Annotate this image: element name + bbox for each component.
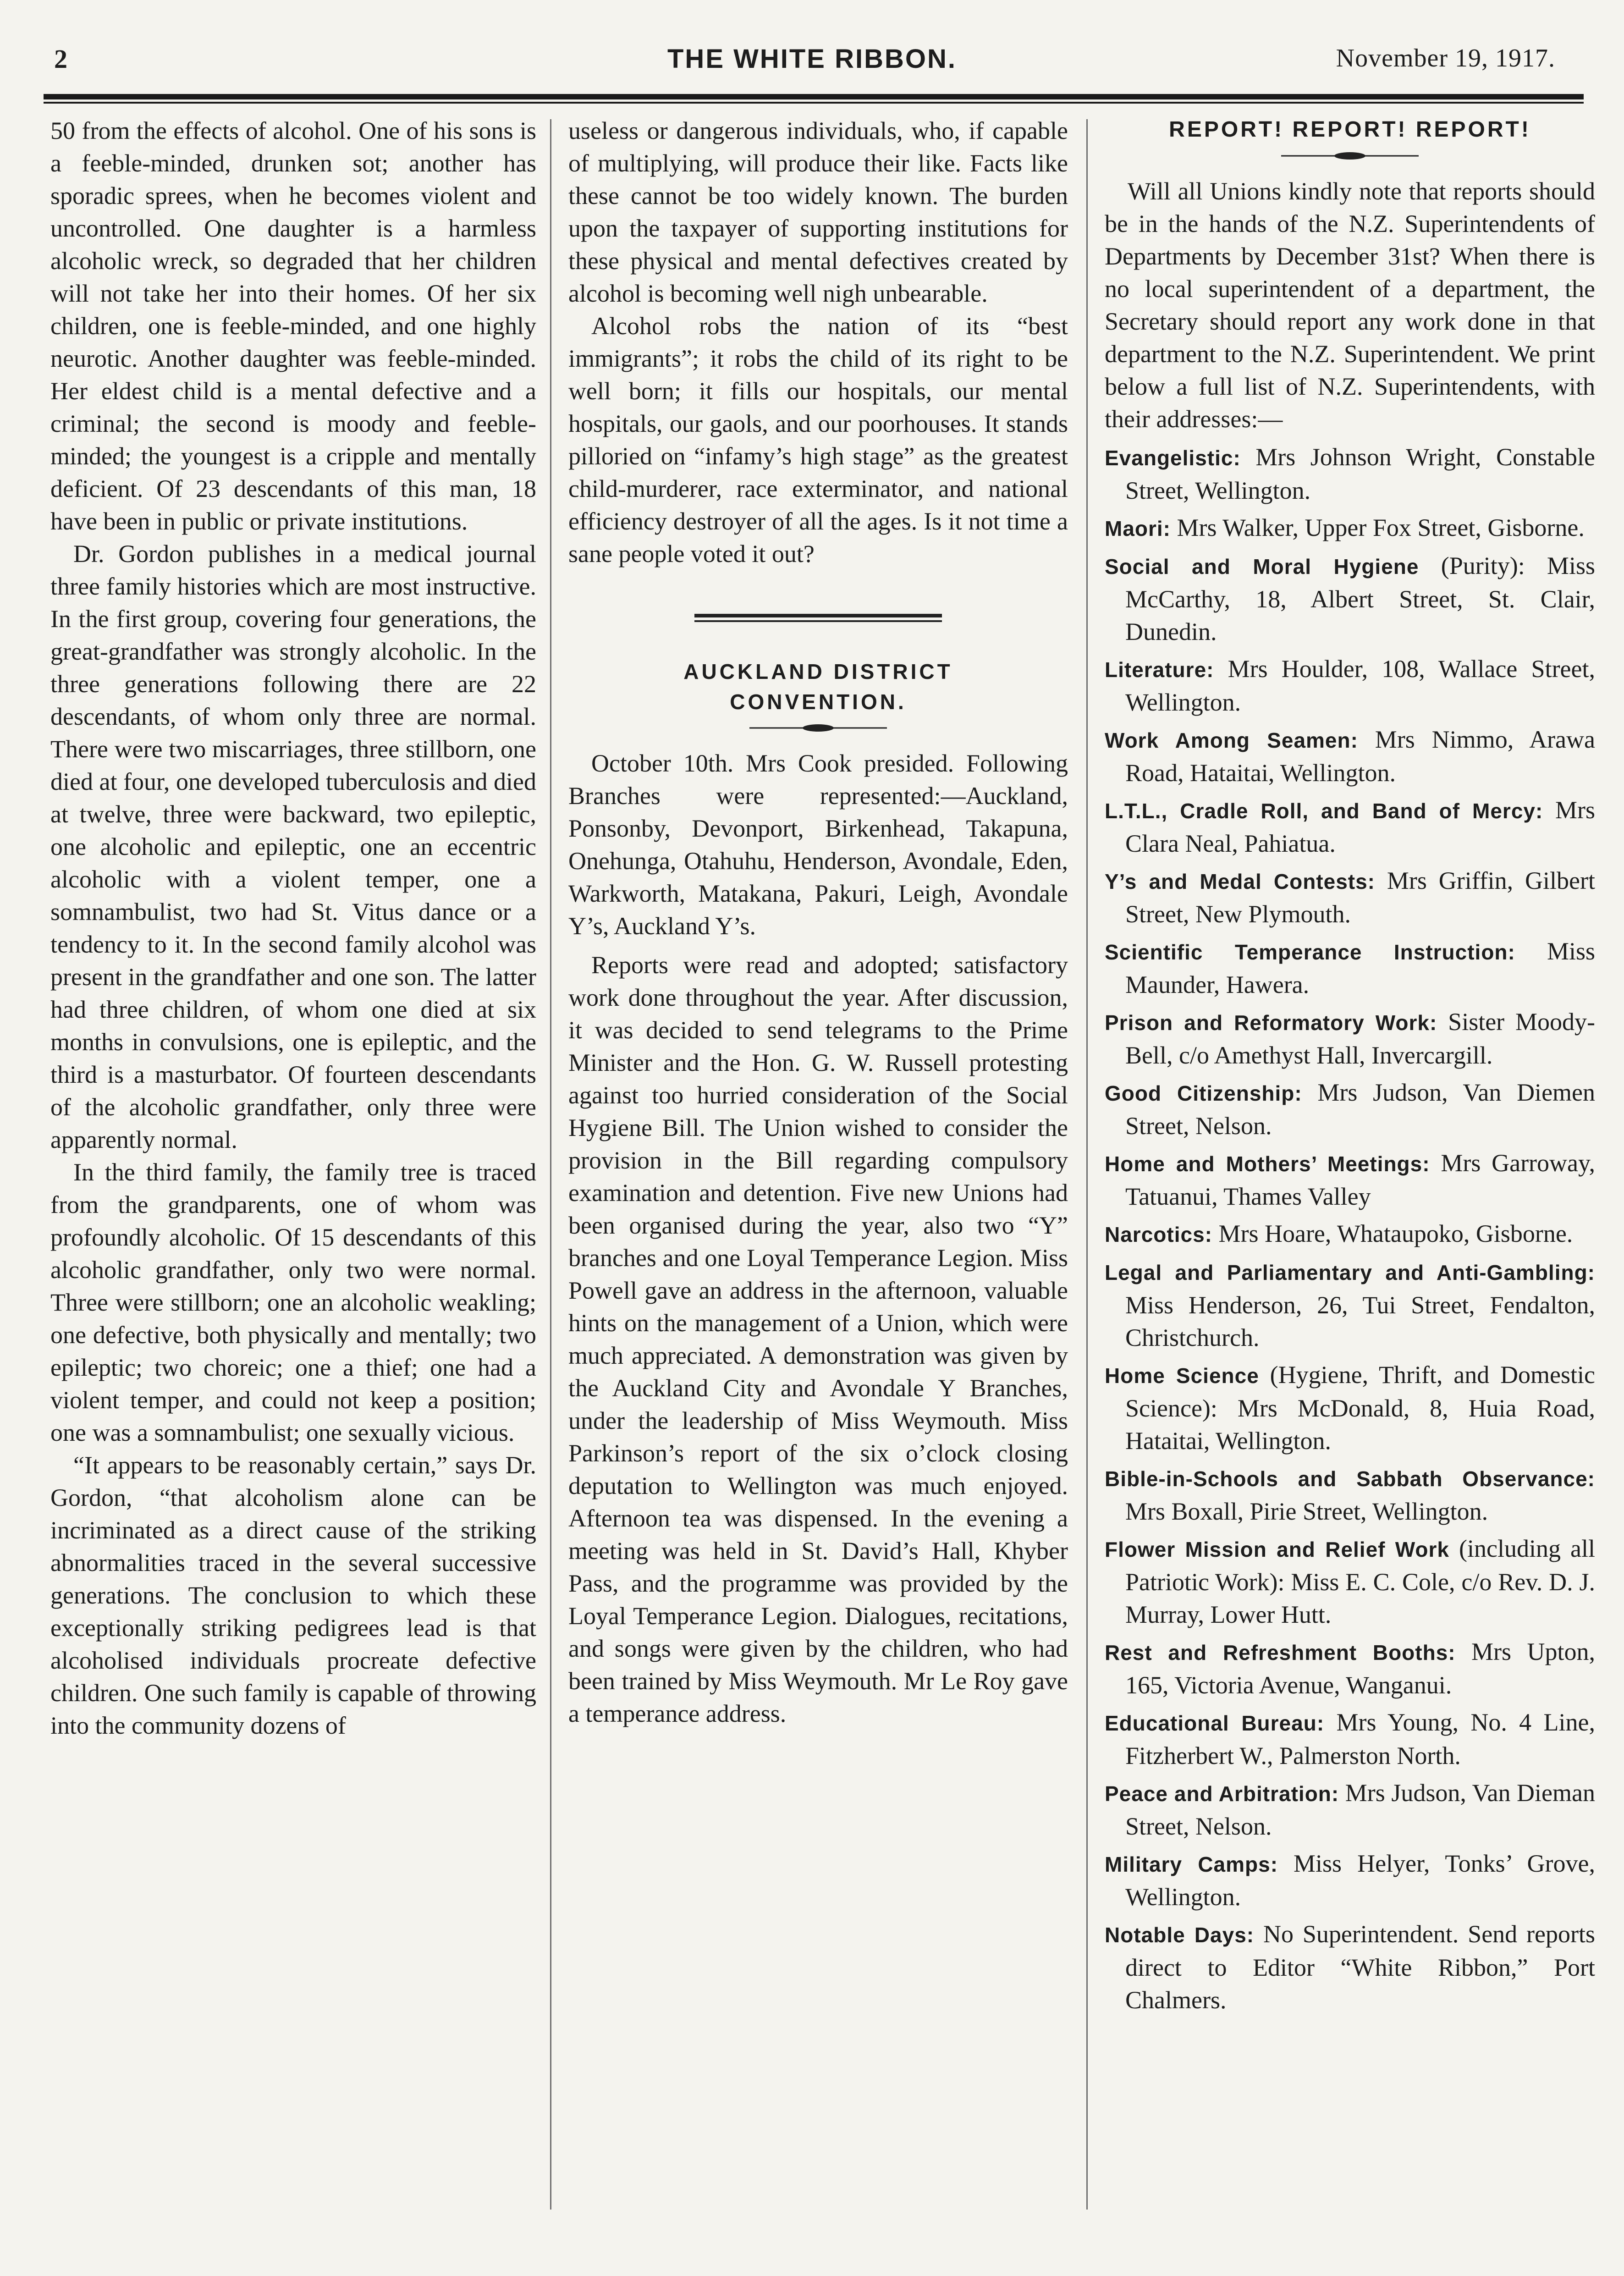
column-1 (50, 115, 536, 1742)
superintendent-entry (1105, 1006, 1595, 1072)
superintendent-entry (1105, 1218, 1595, 1251)
department-label: Educational Bureau: (1105, 1711, 1325, 1735)
superintendent-entry (1105, 1847, 1595, 1913)
superintendent-details: Mrs Young, No. 4 Line, Fitzherbert W., Palmerston North. (1125, 1708, 1595, 1769)
department-label: Military Camps: (1105, 1852, 1278, 1876)
paragraph: Alcohol robs the nation of its “best immigrants”; it robs the child of its right to be well born; it fills our hospitals, our mental hospitals, our gaols, and our poorhouses. It stands pilloried on “infamy’s high stage” as the greatest child-murderer, race exterminator, and national efficiency destroyer of all the ages. Is it not time a sane people voted it out? (568, 312, 1068, 568)
superintendent-details: Mrs Boxall, Pirie Street, Wellington. (1125, 1498, 1488, 1525)
ornament-rule-icon (1281, 150, 1419, 161)
superintendent-entry (1105, 1359, 1595, 1457)
superintendent-details: Mrs Upton, 165, Victoria Avenue, Wanganui. (1125, 1638, 1595, 1699)
superintendent-details: Mrs Nimmo, Arawa Road, Hataitai, Wellington. (1125, 726, 1595, 787)
paragraph: In the third family, the family tree is traced from the grandparents, one of whom was profoundly alcoholic. Of 15 descendants of this alcoholic grandfather, only two were normal. Three were stillborn; one an alcoholic weakling; one defective, both physically and mentally; two epileptic; two choreic; one a thief; one had a violent temper, and could not keep a position; one was a somnambulist; one sexually vicious. (50, 1158, 536, 1446)
department-label: Maori: (1105, 517, 1171, 540)
department-label: Social and Moral Hygiene (1105, 555, 1419, 579)
superintendent-list (1105, 441, 1595, 2017)
paragraph: “It appears to be reasonably certain,” says Dr. Gordon, “that alcoholism alone can be incriminated as a direct cause of the striking abnormalities traced in the several successive generations. The conclusion to which these exceptionally striking pedigrees lead is that alcoholised individuals procreate defective children. One such family is capable of throwing into the community dozens of (50, 1451, 536, 1739)
department-label: Peace and Arbitration: (1105, 1782, 1339, 1806)
superintendent-entry (1105, 1636, 1595, 1702)
department-label: Evangelistic: (1105, 446, 1241, 470)
header-rule-thick (44, 94, 1584, 99)
section-title: REPORT! REPORT! REPORT! (1169, 117, 1531, 142)
superintendent-entry (1105, 550, 1595, 648)
department-label: Work Among Seamen: (1105, 728, 1358, 752)
section-divider (694, 614, 942, 622)
superintendent-entry (1105, 1076, 1595, 1142)
superintendent-entry (1105, 794, 1595, 860)
superintendent-details: Mrs Houlder, 108, Wallace Street, Wellington. (1125, 655, 1595, 716)
superintendent-entry (1105, 441, 1595, 507)
paragraph: Reports were read and adopted; satisfactory work done throughout the year. After discussion, it was decided to send telegrams to the Prime Minister and the Hon. G. W. Russell protesting against too hurried consideration of the Social Hygiene Bill. The Union wished to consider the provision in the Bill regarding compulsory examination and detention. Five new Unions had been organised during the year, also two “Y” branches and one Loyal Temperance Legion. Miss Powell gave an address in the afternoon, valuable hints on the management of a Union, which were much appreciated. A demonstration was given by the Auckland City and Avondale Y Branches, under the leadership of Miss Weymouth. Miss Parkinson’s report of the six o’clock closing deputation to Wellington was much enjoyed. Afternoon tea was dispensed. In the evening a meeting was held in St. David’s Hall, Khyber Pass, and the programme was provided by the Loyal Temperance Legion. Dialogues, recitations, and songs were given by the children, who had been trained by Miss Weymouth. Mr Le Roy gave a temperance address. (568, 951, 1068, 1727)
department-label: Literature: (1105, 658, 1214, 682)
superintendent-details: Miss Maunder, Hawera. (1125, 937, 1595, 998)
superintendent-entry (1105, 512, 1595, 545)
superintendent-entry (1105, 935, 1595, 1001)
superintendent-details: (Purity): Miss McCarthy, 18, Albert Street, St. Clair, Dunedin. (1125, 552, 1595, 645)
superintendent-details: Mrs Garroway, Tatuanui, Thames Valley (1125, 1149, 1595, 1210)
ornament-rule-icon (749, 722, 887, 733)
intro-paragraph: Will all Unions kindly note that reports should be in the hands of the N.Z. Superintendents of Departments by December 31st? When there is no local superintendent of a department, the Secretary should report any work done in that department to the N.Z. Superintendent. We print below a full list of N.Z. Superintendents, with their addresses:— (1105, 177, 1595, 433)
department-label: Good Citizenship: (1105, 1081, 1302, 1105)
superintendent-details: Miss Helyer, Tonks’ Grove, Wellington. (1125, 1850, 1595, 1911)
column-3 (1105, 115, 1595, 2021)
superintendent-details: Mrs Griffin, Gilbert Street, New Plymouth. (1125, 867, 1595, 928)
column-divider-1 (550, 119, 551, 2210)
department-label: Flower Mission and Relief Work (1105, 1538, 1449, 1561)
page-header (0, 44, 1624, 80)
department-label: Prison and Reformatory Work: (1105, 1011, 1437, 1035)
department-label: Rest and Refreshment Booths: (1105, 1641, 1456, 1664)
superintendent-details: (Hygiene, Thrift, and Domestic Science): Mrs McDonald, 8, Huia Road, Hataitai, Wellington. (1125, 1361, 1596, 1455)
superintendent-details: Mrs Judson, Van Diemen Street, Nelson. (1125, 1079, 1596, 1140)
superintendent-details: Mrs Judson, Van Dieman Street, Nelson. (1125, 1779, 1595, 1840)
superintendent-entry (1105, 653, 1595, 719)
publication-title: THE WHITE RIBBON. (667, 44, 957, 74)
column-divider-2 (1086, 119, 1088, 2210)
superintendent-details: Mrs Hoare, Whataupoko, Gisborne. (1212, 1220, 1573, 1247)
issue-date: November 19, 1917. (1336, 44, 1555, 72)
department-label: Home and Mothers’ Meetings: (1105, 1152, 1430, 1176)
superintendent-details: No Superintendent. Send reports direct to Editor “White Ribbon,” Port Chalmers. (1125, 1920, 1595, 2014)
department-label: Y’s and Medal Contests: (1105, 870, 1375, 893)
department-label: Home Science (1105, 1364, 1259, 1388)
department-label: Notable Days: (1105, 1923, 1255, 1947)
paragraph: 50 from the effects of alcohol. One of his sons is a feeble-minded, drunken sot; another has sporadic sprees, when he becomes violent and uncontrolled. One daughter is a harmless alcoholic wreck, so degraded that her children will not take her into their homes. Of her six children, one is feeble-minded, and one highly neurotic. Another daughter was feeble-minded. Her eldest child is a mental defective and a criminal; the second is moody and feeble-minded; the youngest is a cripple and mentally deficient. Of 23 descendants of this man, 18 have been in public or private institutions. (50, 117, 536, 535)
department-label: Legal and Parliamentary and Anti-Gambling: (1105, 1261, 1595, 1284)
department-label: Scientific Temperance Instruction: (1105, 940, 1515, 964)
superintendent-entry (1105, 1777, 1595, 1843)
page-number: 2 (54, 44, 67, 74)
paragraph: October 10th. Mrs Cook presided. Following Branches were represented:—Auckland, Ponsonby, Devonport, Birkenhead, Takapuna, Onehunga, Otahuhu, Henderson, Avondale, Eden, Warkworth, Matakana, Pakuri, Leigh, Avondale Y’s, Auckland Y’s. (568, 749, 1068, 940)
superintendent-details: Mrs Walker, Upper Fox Street, Gisborne. (1171, 514, 1585, 541)
superintendent-entry (1105, 723, 1595, 789)
superintendent-details: Sister Moody-Bell, c/o Amethyst Hall, Invercargill. (1125, 1008, 1596, 1069)
superintendent-entry (1105, 1918, 1595, 2017)
department-label: Bible-in-Schools and Sabbath Observance: (1105, 1467, 1595, 1491)
superintendent-details: Mrs Clara Neal, Pahiatua. (1125, 796, 1596, 857)
header-rule-thin (44, 102, 1584, 104)
superintendent-details: Miss Henderson, 26, Tui Street, Fendalton, Christchurch. (1125, 1291, 1595, 1351)
superintendent-entry (1105, 1462, 1595, 1528)
superintendent-entry (1105, 865, 1595, 931)
superintendent-entry (1105, 1706, 1595, 1772)
department-label: L.T.L., Cradle Roll, and Band of Mercy: (1105, 799, 1543, 823)
superintendent-entry (1105, 1256, 1595, 1354)
superintendent-details: Mrs Johnson Wright, Constable Street, Wellington. (1125, 443, 1595, 504)
superintendent-entry (1105, 1147, 1595, 1213)
paragraph: Dr. Gordon publishes in a medical journal three family histories which are most instructive. In the first group, covering four generations, the great-grandfather was strongly alcoholic. In the three generations following there are 22 descendants, of whom only three are normal. There were two miscarriages, three stillborn, one died at four, one developed tuberculosis and died at twelve, three were backward, two epileptic, one alcoholic and epileptic, one an eccentric alcoholic with a violent temper, one a somnambulist, two had St. Vitus dance or a tendency to it. In the second family alcohol was present in the grandfather and one son. The latter had three children, of whom one died at six months in convulsions, one is epileptic, and the third is a masturbator. Of fourteen descendants of the alcoholic grandfather, only three were apparently normal. (50, 540, 536, 1153)
superintendent-details: (including all Patriotic Work): Miss E. C. Cole, c/o Rev. D. J. Murray, Lower Hutt. (1125, 1535, 1595, 1628)
superintendent-entry (1105, 1532, 1595, 1631)
column-2 (568, 115, 1068, 1730)
paragraph: useless or dangerous individuals, who, if capable of multiplying, will produce their like. Facts like these cannot be too widely known. The burden upon the taxpayer of supporting institutions for these physical and mental defectives created by alcohol is becoming well nigh unbearable. (568, 117, 1068, 307)
department-label: Narcotics: (1105, 1223, 1212, 1246)
section-title: AUCKLAND DISTRICT CONVENTION. (683, 660, 953, 714)
